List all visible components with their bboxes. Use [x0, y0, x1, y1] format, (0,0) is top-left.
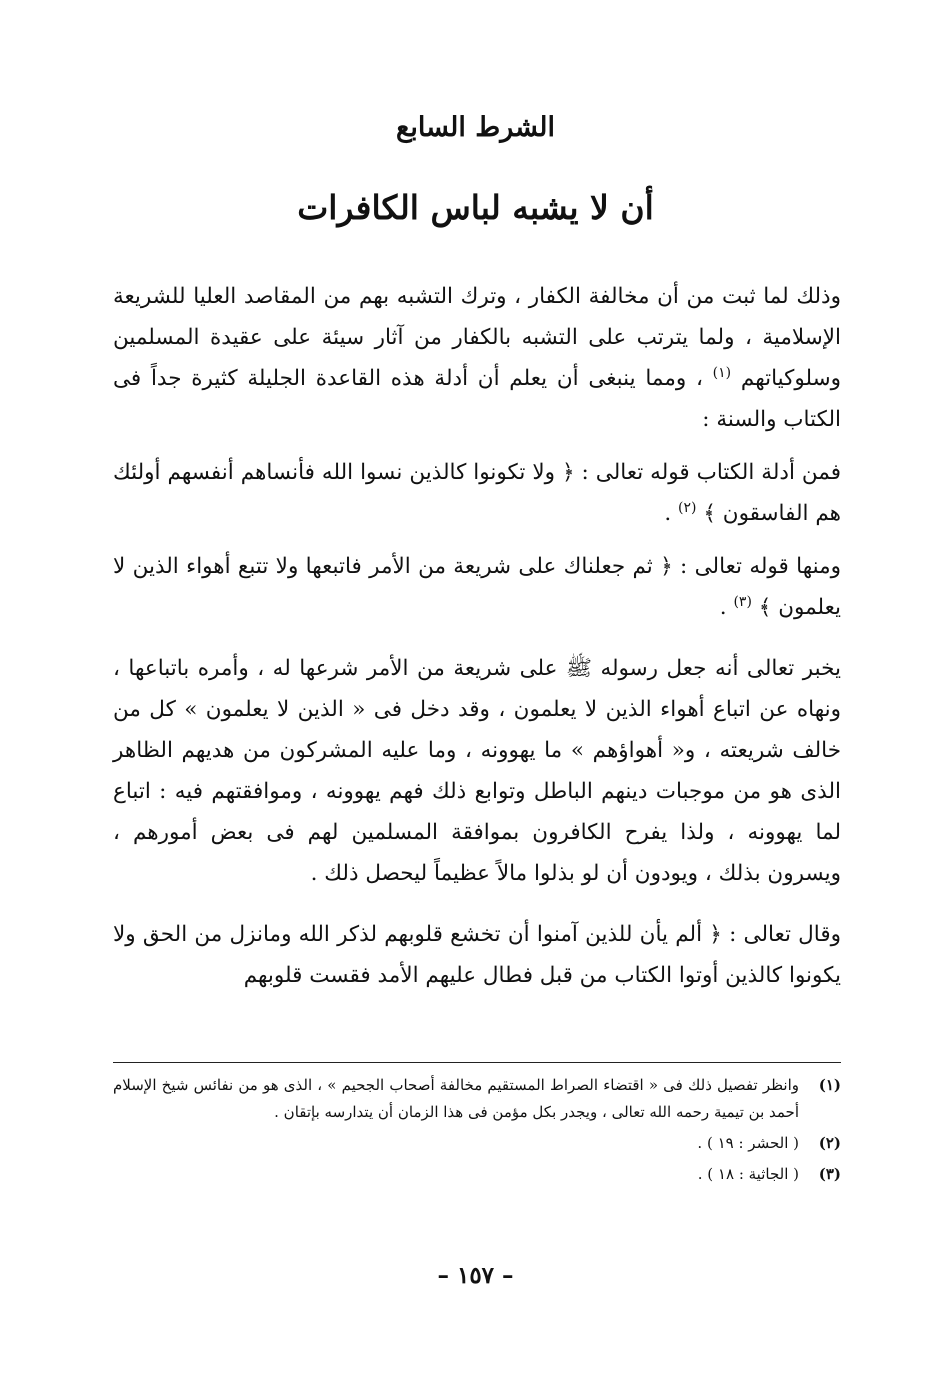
footnote-reference: (١): [712, 364, 732, 381]
paragraph-text: فمن أدلة الكتاب قوله تعالى : ﴿ ولا تكونوا كالذين نسوا الله فأنساهم أنفسهم أولئك هم الفاسقون ﴾: [113, 460, 841, 526]
footnote-text: ( الجاثية : ١٨ ) .: [697, 1165, 799, 1183]
footnote-text: وانظر تفصيل ذلك فى « اقتضاء الصراط المستقيم مخالفة أصحاب الجحيم » ، الذى هو من نفائس شيخ الإسلام أحمد بن تيمية رحمه الله تعالى ، ويجدر بكل مؤمن فى هذا الزمان أن يتدارسه بإتقان .: [113, 1076, 799, 1121]
paragraph-text-tail: ، ومما ينبغى أن يعلم أن أدلة هذه القاعدة الجليلة كثيرة جداً فى الكتاب والسنة :: [113, 366, 841, 432]
paragraph: [113, 914, 841, 996]
footnote-reference: (٣): [733, 593, 752, 610]
body-text: [113, 276, 841, 1014]
footnote-number: (٢): [818, 1134, 841, 1152]
paragraph-text: يخبر تعالى أنه جعل رسوله ﷺ على شريعة من الأمر شرعها له ، وأمره باتباعها ، ونهاه عن اتباع أهواء الذين لا يعلمون ، وقد دخل فى « الذين لا يعلمون » كل من خالف شريعته ، و« أهواؤهم » ما يهوونه ، وما عليه المشركون من هديهم الظاهر الذى هو من موجبات دينهم الباطل وتوابع ذلك فهم يهوونه ، وموافقتهم فيه : اتباع لما يهوونه ، ولذا يفرح الكافرون بموافقة المسلمين لهم فى بعض أمورهم ، ويسرون بذلك ، ويودون أن لو بذلوا مالاً عظيماً ليحصل ذلك .: [113, 656, 841, 886]
page-number: – ١٥٧ –: [437, 1262, 514, 1289]
paragraph-text-tail: .: [664, 501, 672, 526]
footnotes: [113, 1072, 841, 1192]
chapter-title: أن لا يشبه لباس الكافرات: [297, 188, 654, 227]
paragraph: [113, 276, 841, 440]
paragraph: [113, 452, 841, 534]
footnote: [113, 1072, 841, 1126]
paragraph: [113, 648, 841, 894]
paragraph-text: وذلك لما ثبت من أن مخالفة الكفار ، وترك التشبه بهم من المقاصد العليا للشريعة الإسلامية ، ولما يترتب على التشبه بالكفار من آثار سيئة على عقيدة المسلمين وسلوكياتهم: [113, 284, 841, 391]
paragraph-text: ومنها قوله تعالى : ﴿ ثم جعلناك على شريعة من الأمر فاتبعها ولا تتبع أهواء الذين لا يعلمون ﴾: [113, 554, 841, 620]
paragraph-text-tail: .: [719, 595, 727, 620]
footnote: [113, 1130, 841, 1157]
footnote: [113, 1161, 841, 1188]
footnote-reference: (٢): [678, 499, 697, 516]
paragraph: [113, 546, 841, 628]
footnote-number: (١): [818, 1076, 841, 1094]
footnote-divider: [113, 1062, 841, 1063]
paragraph-text: وقال تعالى : ﴿ ألم يأن للذين آمنوا أن تخشع قلوبهم لذكر الله ومانزل من الحق ولا يكونوا كالذين أوتوا الكتاب من قبل فطال عليهم الأمد فقست قلوبهم: [113, 922, 841, 988]
footnote-text: ( الحشر : ١٩ ) .: [697, 1134, 799, 1152]
footnote-number: (٣): [818, 1165, 841, 1183]
section-title: الشرط السابع: [395, 112, 555, 143]
